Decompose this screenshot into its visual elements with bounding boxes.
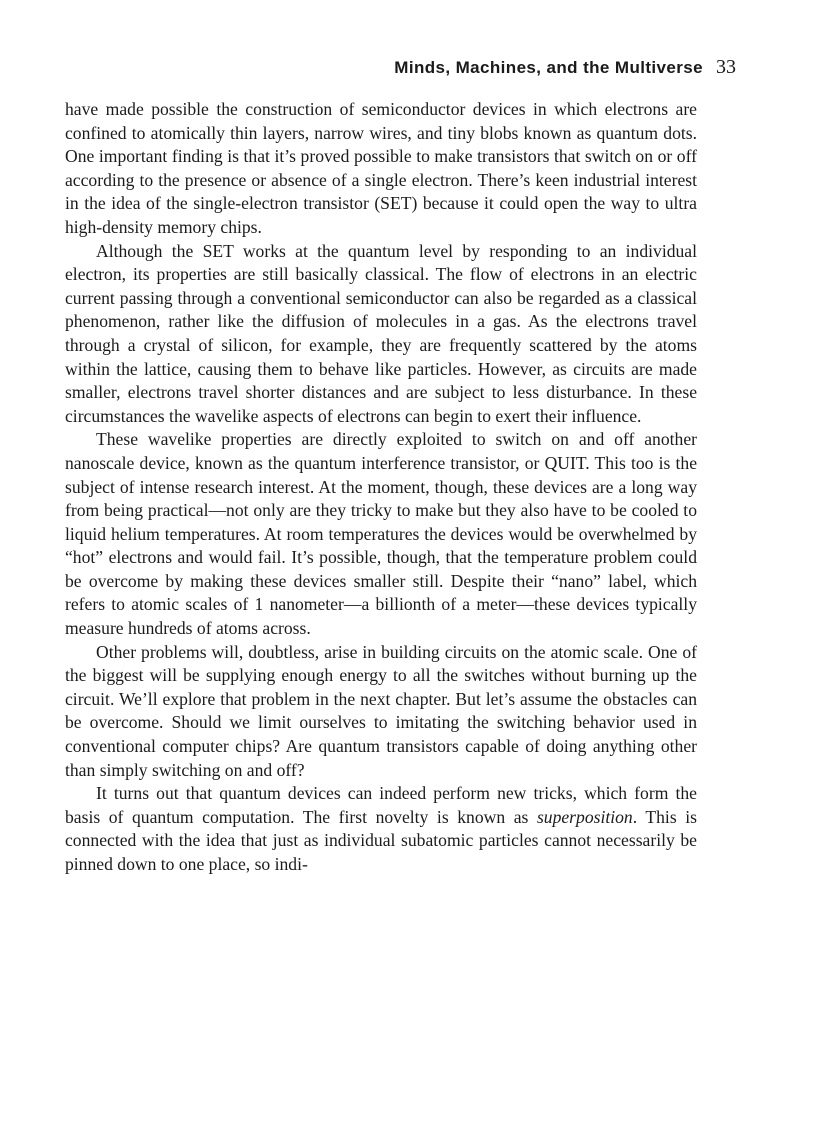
paragraph-1: have made possible the construction of semiconductor devices in which electrons are confined to atomically thin layers, narrow wires, and tiny blobs known as quantum dots. One important finding is that it’s proved possible to make transistors that switch on or off according to the presence or absence of a single electron. There’s keen industrial interest in the idea of the single-electron transistor (SET) because it could open the way to ultra high-density memory chips. <box>65 99 697 237</box>
paragraph-3: These wavelike properties are directly exploited to switch on and off another nanoscale device, known as the quantum interference transistor, or QUIT. This too is the subject of intense research interest. At the moment, though, these devices are a long way from being practical—not only are they tricky to make but they also have to be cooled to liquid helium temperatures. At room temperatures the devices would be overwhelmed by “hot” electrons and would fail. It’s possible, though, that the temperature problem could be overcome by making these devices smaller still. Despite their “nano” label, which refers to atomic scales of 1 nanometer—a billionth of a meter—these devices typically measure hundreds of atoms across. <box>65 429 697 639</box>
paragraph-5-lead: It turns out that quantum devices can indeed perform new tricks, which form the basis of quantum computation. The first novelty is known as <box>65 783 697 827</box>
paragraph-5 <box>65 782 697 876</box>
running-head <box>60 56 736 82</box>
paragraph-5-tail: . This is connected with the idea that just as individual subatomic particles cannot necessarily be pinned down to one place, so indi- <box>65 806 697 874</box>
body-text <box>65 98 697 877</box>
running-title: Minds, Machines, and the Multiverse <box>394 58 703 77</box>
page-number: 33 <box>716 56 736 78</box>
paragraph-2: Although the SET works at the quantum level by responding to an individual electron, its properties are still basically classical. The flow of electrons in an electric current passing through a conventional semiconductor can also be regarded as a classical phenomenon, rather like the diffusion of molecules in a gas. As the electrons travel through a crystal of silicon, for example, they are frequently scattered by the atoms within the lattice, causing them to behave like particles. However, as circuits are made smaller, electrons travel shorter distances and are subject to less disturbance. In these circumstances the wavelike aspects of electrons can begin to exert their influence. <box>65 240 697 426</box>
italic-term-superposition: superposition <box>536 806 633 827</box>
paragraph-4: Other problems will, doubtless, arise in building circuits on the atomic scale. One of the biggest will be supplying enough energy to all the switches without burning up the circuit. We’ll explore that problem in the next chapter. But let’s assume the obstacles can be overcome. Should we limit ourselves to imitating the switching behavior used in conventional computer chips? Are quantum transistors capable of doing anything other than simply switching on and off? <box>65 641 697 780</box>
